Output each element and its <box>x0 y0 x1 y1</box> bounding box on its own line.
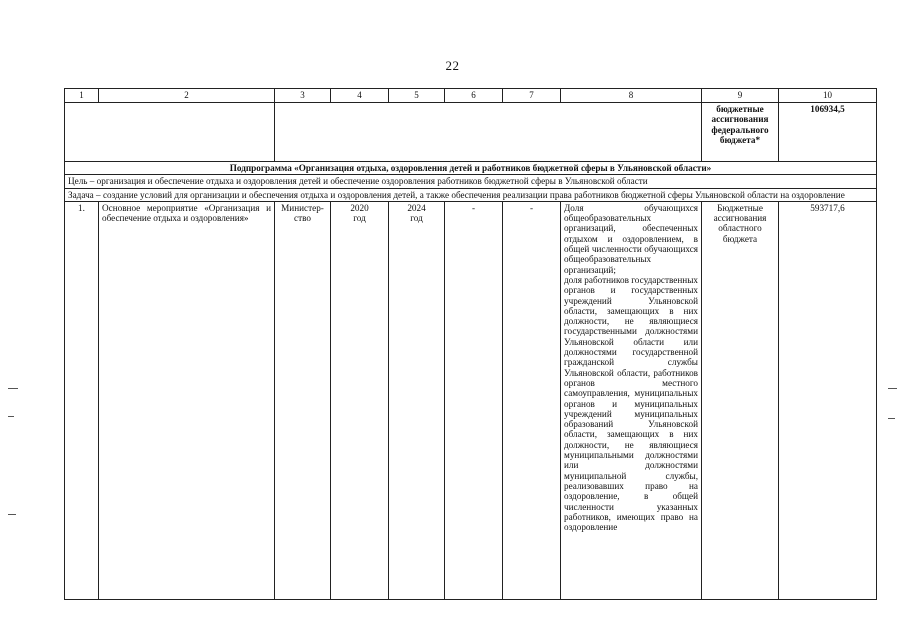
scan-mark <box>888 418 895 419</box>
scan-mark <box>8 416 14 417</box>
subprogram-row <box>65 162 877 175</box>
indicator-cell: Доля обучающихся общеобразовательных организаций, обеспеченных отдыхом и оздоровлением, в общей численности обучающихся общеобразовательных организаций; доля работников государственных органов и государственных учреждений Ульяновской области, замещающих в них должности, не являющиеся государственными должностями Ульяновской области или должностями государственной гражданской службы Ульяновской области, работников органов местного самоуправления, муниципальных органов и муниципальных учреждений муниципальных образований Ульяновской области, замещающих в них должности, не являющиеся муниципальными должностями или должностями муниципальной службы, реализовавших право на оздоровление, в общей численности указанных работников, имеющих право на оздоровление <box>561 201 702 599</box>
end-year-cell: 2024 год <box>389 201 445 599</box>
column-number: 8 <box>561 89 702 103</box>
row-number: 1. <box>65 201 99 599</box>
scan-mark <box>888 388 897 389</box>
column-number: 4 <box>331 89 389 103</box>
column-number: 7 <box>503 89 561 103</box>
federal-amount-cell: 106934,5 <box>779 103 877 162</box>
federal-source-cell: бюджетные ассигнования федерального бюджета* <box>702 103 779 162</box>
task-row <box>65 188 877 201</box>
goal-row <box>65 175 877 188</box>
empty-cell <box>65 103 275 162</box>
goal-text: Цель – организация и обеспечение отдыха и оздоровления детей и обеспечение оздоровления работников бюджетной сферы в Ульяновской области <box>65 175 877 188</box>
column-number: 3 <box>275 89 331 103</box>
program-table <box>64 88 877 600</box>
column-number: 10 <box>779 89 877 103</box>
column-number: 1 <box>65 89 99 103</box>
subprogram-title: Подпрограмма «Организация отдыха, оздоровления детей и работников бюджетной сферы в Ульяновской области» <box>65 162 877 175</box>
activity-name: Основное мероприятие «Организация и обеспечение отдыха и оздоровления» <box>99 201 275 599</box>
page-number: 22 <box>445 58 460 73</box>
task-text: Задача – создание условий для организации и обеспечения отдыха и оздоровления детей, а также обеспечения реализации права работников бюджетной сферы Ульяновской области на оздоровление <box>65 188 877 201</box>
column-numbers-row <box>65 89 877 103</box>
column7-cell: - <box>503 201 561 599</box>
federal-budget-row <box>65 103 877 162</box>
budget-amount-cell: 593717,6 <box>779 201 877 599</box>
executor-cell: Министер- ство <box>275 201 331 599</box>
column-number: 6 <box>445 89 503 103</box>
column-number: 2 <box>99 89 275 103</box>
empty-cell <box>275 103 702 162</box>
column-number: 5 <box>389 89 445 103</box>
column-number: 9 <box>702 89 779 103</box>
activity-row <box>65 201 877 599</box>
budget-source-cell: Бюджетные ассигнования областного бюджета <box>702 201 779 599</box>
column6-cell: - <box>445 201 503 599</box>
start-year-cell: 2020 год <box>331 201 389 599</box>
scan-mark <box>8 388 18 389</box>
scan-mark <box>8 514 16 515</box>
